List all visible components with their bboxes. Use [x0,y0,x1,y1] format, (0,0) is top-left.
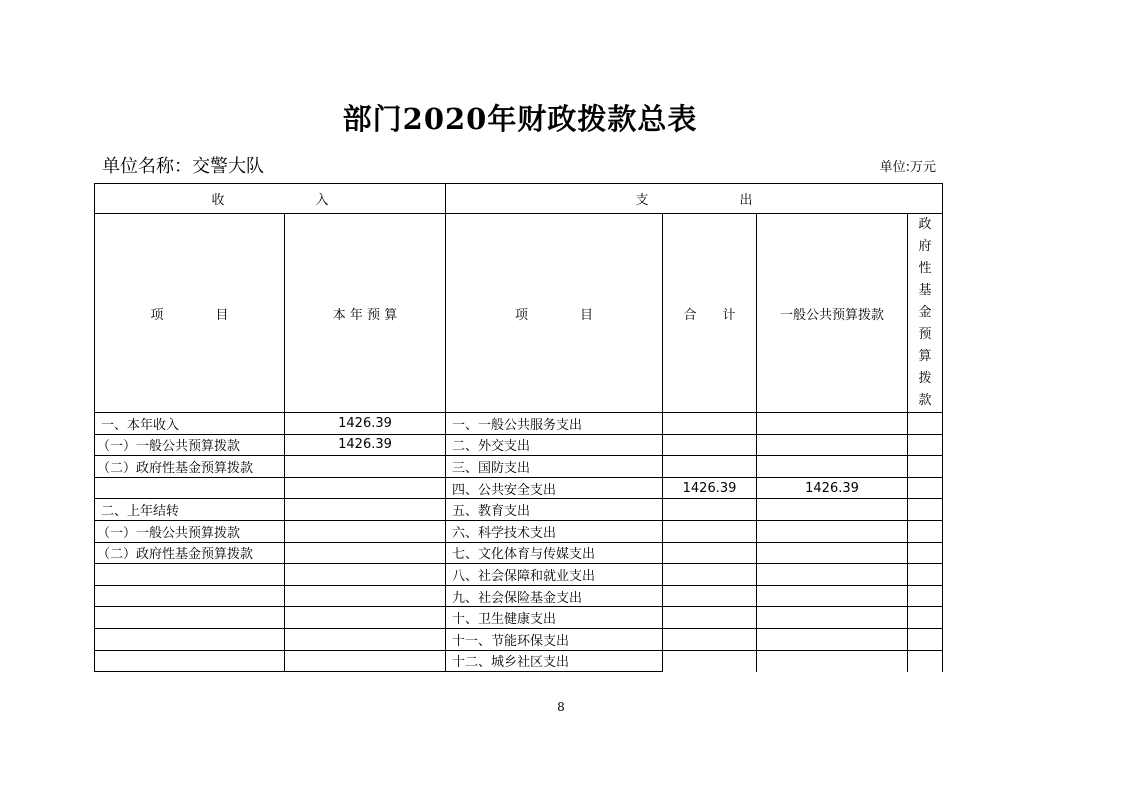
cell-general-budget [757,650,908,672]
cell-general-budget [757,520,908,542]
table-row [95,499,943,521]
cell-gov-fund [908,585,943,607]
table-row [95,628,943,650]
cell-income-budget: 1426.39 [285,434,446,456]
cell-total: 1426.39 [663,477,757,499]
cell-income-item: （二）政府性基金预算拨款 [95,456,285,478]
cell-income-budget: 1426.39 [285,413,446,435]
cell-income-budget [285,499,446,521]
table-row [95,650,943,672]
cell-gov-fund [908,456,943,478]
cell-total [663,628,757,650]
cell-general-budget [757,607,908,629]
cell-general-budget [757,456,908,478]
income-header: 收 入 [95,184,446,214]
cell-expense-item: 七、文化体育与传媒支出 [446,542,663,564]
cell-total [663,434,757,456]
cell-gov-fund [908,477,943,499]
cell-expense-item: 三、国防支出 [446,456,663,478]
table-row [95,434,943,456]
cell-total [663,607,757,629]
cell-gov-fund [908,434,943,456]
expense-header: 支 出 [446,184,943,214]
cell-income-item [95,477,285,499]
cell-expense-item: 八、社会保障和就业支出 [446,564,663,586]
cell-general-budget [757,542,908,564]
cell-income-item [95,607,285,629]
cell-income-item [95,585,285,607]
col-income-item: 项 目 [95,214,285,413]
cell-income-budget [285,628,446,650]
cell-total [663,499,757,521]
cell-income-item: （二）政府性基金预算拨款 [95,542,285,564]
cell-income-budget [285,585,446,607]
cell-total [663,520,757,542]
unit-measure: 单位:万元 [879,160,936,175]
cell-gov-fund [908,413,943,435]
table-row [95,520,943,542]
table-row [95,542,943,564]
table-row [95,477,943,499]
table-row [95,456,943,478]
cell-income-budget [285,456,446,478]
table-column-header-row [95,214,943,413]
table-row [95,585,943,607]
table-body [95,413,943,672]
col-total: 合 计 [663,214,757,413]
cell-gov-fund [908,564,943,586]
cell-general-budget [757,564,908,586]
document-title: 部门2020年财政拨款总表 [342,102,698,136]
cell-income-budget [285,564,446,586]
col-income-budget: 本 年 预 算 [285,214,446,413]
table-row [95,607,943,629]
cell-income-item [95,650,285,672]
cell-gov-fund [908,607,943,629]
cell-income-budget [285,520,446,542]
cell-gov-fund [908,542,943,564]
col-expense-item: 项 目 [446,214,663,413]
cell-total [663,564,757,586]
cell-income-item: （一）一般公共预算拨款 [95,434,285,456]
table-row [95,564,943,586]
cell-expense-item: 十、卫生健康支出 [446,607,663,629]
cell-expense-item: 五、教育支出 [446,499,663,521]
cell-expense-item: 十二、城乡社区支出 [446,650,663,672]
cell-income-budget [285,607,446,629]
cell-gov-fund [908,628,943,650]
cell-income-budget [285,542,446,564]
cell-total [663,542,757,564]
cell-gov-fund [908,520,943,542]
cell-expense-item: 一、一般公共服务支出 [446,413,663,435]
page-number: 8 [557,700,565,714]
cell-general-budget [757,585,908,607]
cell-gov-fund [908,499,943,521]
cell-income-item: （一）一般公共预算拨款 [95,520,285,542]
cell-total [663,413,757,435]
cell-total [663,456,757,478]
cell-total [663,585,757,607]
cell-income-item [95,564,285,586]
cell-general-budget [757,434,908,456]
cell-expense-item: 四、公共安全支出 [446,477,663,499]
budget-table [94,183,943,672]
cell-income-budget [285,477,446,499]
cell-gov-fund [908,650,943,672]
col-gov-fund [908,214,943,413]
unit-name: 单位名称：交警大队 [102,156,264,177]
cell-expense-item: 六、科学技术支出 [446,520,663,542]
cell-income-item [95,628,285,650]
cell-general-budget [757,413,908,435]
cell-general-budget [757,628,908,650]
cell-expense-item: 十一、节能环保支出 [446,628,663,650]
cell-total [663,650,757,672]
cell-income-budget [285,650,446,672]
col-general-budget: 一般公共预算拨款 [757,214,908,413]
cell-expense-item: 九、社会保险基金支出 [446,585,663,607]
cell-income-item: 一、本年收入 [95,413,285,435]
col-gov-fund-label: 政府性基金预算拨款 [918,217,932,408]
table-top-header-row [95,184,943,214]
cell-general-budget: 1426.39 [757,477,908,499]
cell-general-budget [757,499,908,521]
table-row [95,413,943,435]
cell-expense-item: 二、外交支出 [446,434,663,456]
cell-income-item: 二、上年结转 [95,499,285,521]
